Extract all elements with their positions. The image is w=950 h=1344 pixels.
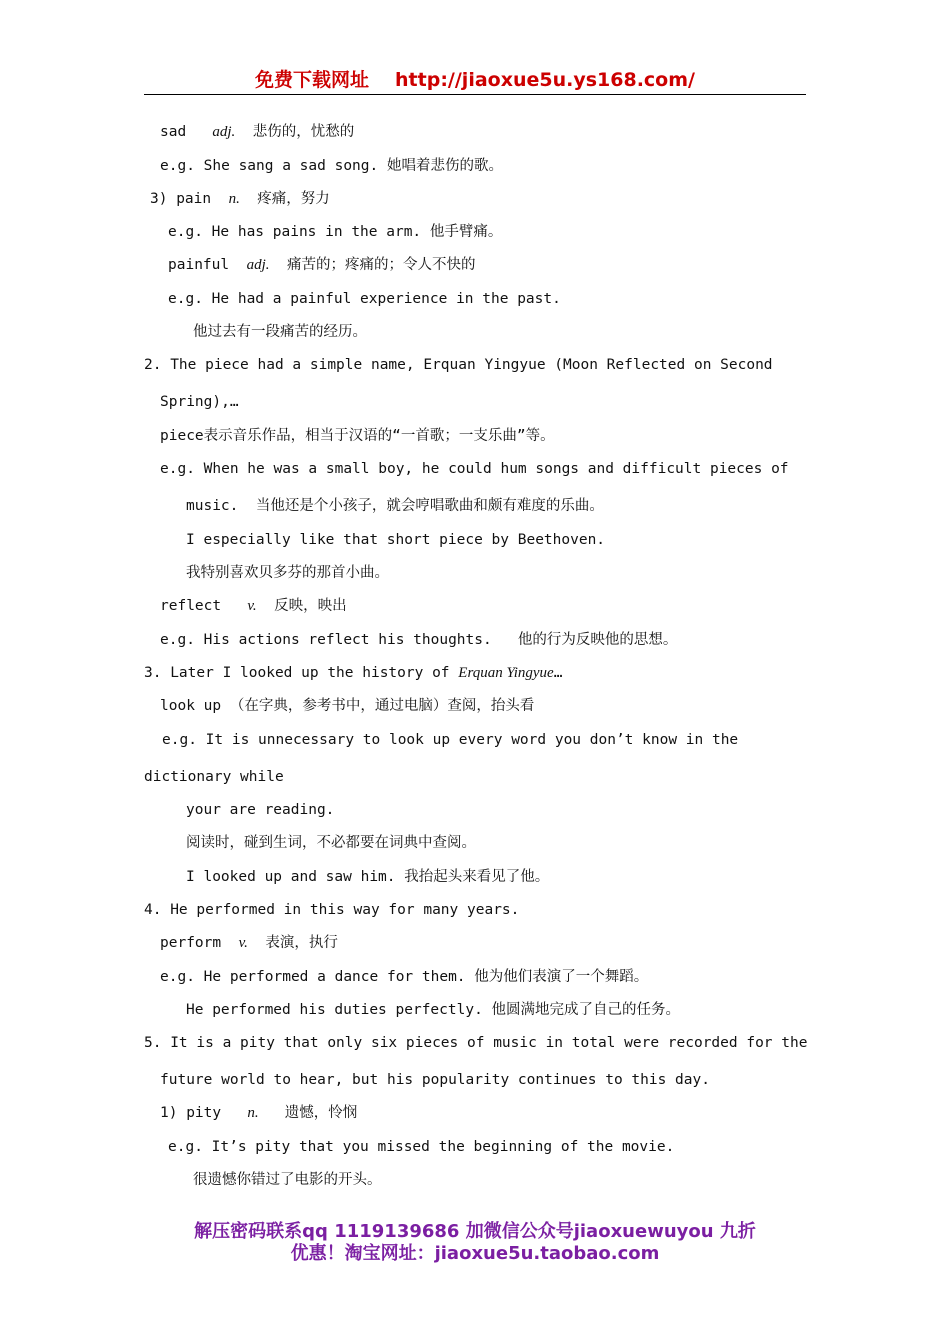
line-text: music. 当他还是个小孩子，就会哼唱歌曲和颇有难度的乐曲。 bbox=[186, 498, 604, 514]
line-text: e.g. He has pains in the arm. 他手臂痛。 bbox=[168, 224, 503, 240]
text-line bbox=[160, 122, 354, 142]
line-text: Spring),… bbox=[160, 394, 239, 410]
line-text: 1) pity bbox=[160, 1105, 248, 1121]
line-text: He performed his duties perfectly. 他圆满地完成了自己的任务。 bbox=[186, 1002, 681, 1018]
text-line bbox=[168, 222, 502, 242]
text-line bbox=[160, 426, 555, 446]
text-line bbox=[160, 596, 347, 616]
line-text: 3. Later I looked up the history of bbox=[144, 665, 459, 681]
line-text: reflect bbox=[160, 598, 248, 614]
text-line bbox=[144, 663, 562, 683]
line-text: 4. He performed in this way for many years. bbox=[144, 902, 520, 918]
page-header bbox=[144, 66, 806, 95]
text-line bbox=[186, 496, 604, 516]
line-text: perform bbox=[160, 935, 239, 951]
text-line bbox=[160, 459, 789, 479]
line-text: e.g. His actions reflect his thoughts. 他的行为反映他的思想。 bbox=[160, 632, 678, 648]
footer-line-1: 解压密码联系qq 1119139686 加微信公众号jiaoxuewuyou 九折 bbox=[194, 1221, 756, 1242]
text-line bbox=[160, 392, 239, 412]
line-text: 我特别喜欢贝多芬的那首小曲。 bbox=[186, 565, 389, 581]
line-text: 2. The piece had a simple name, Erquan Yingyue (Moon Reflected on Second bbox=[144, 357, 773, 373]
line-text: painful bbox=[168, 257, 247, 273]
line-text: 表演，执行 bbox=[247, 935, 338, 951]
line-text: 阅读时，碰到生词，不必都要在词典中查阅。 bbox=[186, 835, 476, 851]
line-text: 很遗憾你错过了电影的开头。 bbox=[193, 1172, 382, 1188]
text-line bbox=[186, 1000, 680, 1020]
line-text: 痛苦的；疼痛的；令人不快的 bbox=[269, 257, 476, 273]
text-line bbox=[186, 833, 476, 853]
italic-term: n. bbox=[247, 1105, 259, 1121]
text-line bbox=[186, 563, 389, 583]
text-line bbox=[168, 1137, 674, 1157]
italic-term: adj. bbox=[212, 124, 236, 140]
line-text: … bbox=[553, 665, 563, 681]
text-line bbox=[150, 189, 330, 209]
header-url-link[interactable]: http://jiaoxue5u.ys168.com/ bbox=[395, 69, 695, 91]
text-line bbox=[144, 767, 284, 787]
text-line bbox=[193, 322, 367, 342]
text-line bbox=[168, 255, 475, 275]
text-line bbox=[144, 355, 773, 375]
line-text: 疼痛，努力 bbox=[239, 191, 330, 207]
line-text: your are reading. bbox=[186, 802, 335, 818]
italic-term: n. bbox=[228, 191, 240, 207]
line-text: 他过去有一段痛苦的经历。 bbox=[193, 324, 367, 340]
line-text: dictionary while bbox=[144, 769, 284, 785]
text-line bbox=[186, 530, 605, 550]
line-text: e.g. He performed a dance for them. 他为他们表演了一个舞蹈。 bbox=[160, 969, 649, 985]
line-text: I especially like that short piece by Beethoven. bbox=[186, 532, 606, 548]
italic-term: v. bbox=[238, 935, 248, 951]
line-text: 5. It is a pity that only six pieces of music in total were recorded for the bbox=[144, 1035, 808, 1051]
text-line bbox=[162, 730, 738, 750]
text-line bbox=[186, 800, 334, 820]
text-line bbox=[186, 867, 549, 887]
italic-term: v. bbox=[247, 598, 257, 614]
line-text: e.g. She sang a sad song. 她唱着悲伤的歌。 bbox=[160, 158, 503, 174]
line-text: e.g. When he was a small boy, he could hum songs and difficult pieces of bbox=[160, 461, 789, 477]
text-line bbox=[144, 1033, 807, 1053]
line-text: e.g. It’s pity that you missed the beginning of the movie. bbox=[168, 1139, 675, 1155]
text-line bbox=[160, 967, 648, 987]
text-line bbox=[168, 289, 561, 309]
italic-term: adj. bbox=[246, 257, 270, 273]
text-line bbox=[193, 1170, 382, 1190]
line-text: future world to hear, but his popularity continues to this day. bbox=[160, 1072, 710, 1088]
line-text: I looked up and saw him. 我抬起头来看见了他。 bbox=[186, 869, 550, 885]
text-line bbox=[160, 1103, 357, 1123]
header-download-label: 免费下载网址 bbox=[255, 69, 370, 91]
line-text: 反映，映出 bbox=[256, 598, 347, 614]
line-text: e.g. He had a painful experience in the past. bbox=[168, 291, 561, 307]
text-line bbox=[160, 933, 338, 953]
text-line bbox=[160, 630, 677, 650]
italic-term: Erquan Yingyue bbox=[458, 665, 554, 681]
line-text: piece表示音乐作品，相当于汉语的“一首歌；一支乐曲”等。 bbox=[160, 428, 555, 444]
line-text: e.g. It is unnecessary to look up every word you don’t know in the bbox=[162, 732, 739, 748]
line-text: 遗憾，怜悯 bbox=[258, 1105, 358, 1121]
line-text: sad bbox=[160, 124, 213, 140]
line-text: look up （在字典，参考书中，通过电脑）查阅，抬头看 bbox=[160, 698, 535, 714]
footer-line-2: 优惠！淘宝网址：jiaoxue5u.taobao.com bbox=[290, 1243, 660, 1264]
text-line bbox=[160, 696, 534, 716]
text-line bbox=[160, 156, 503, 176]
line-text: 3) pain bbox=[150, 191, 229, 207]
line-text: 悲伤的，忧愁的 bbox=[235, 124, 355, 140]
text-line bbox=[144, 900, 519, 920]
text-line bbox=[160, 1070, 710, 1090]
